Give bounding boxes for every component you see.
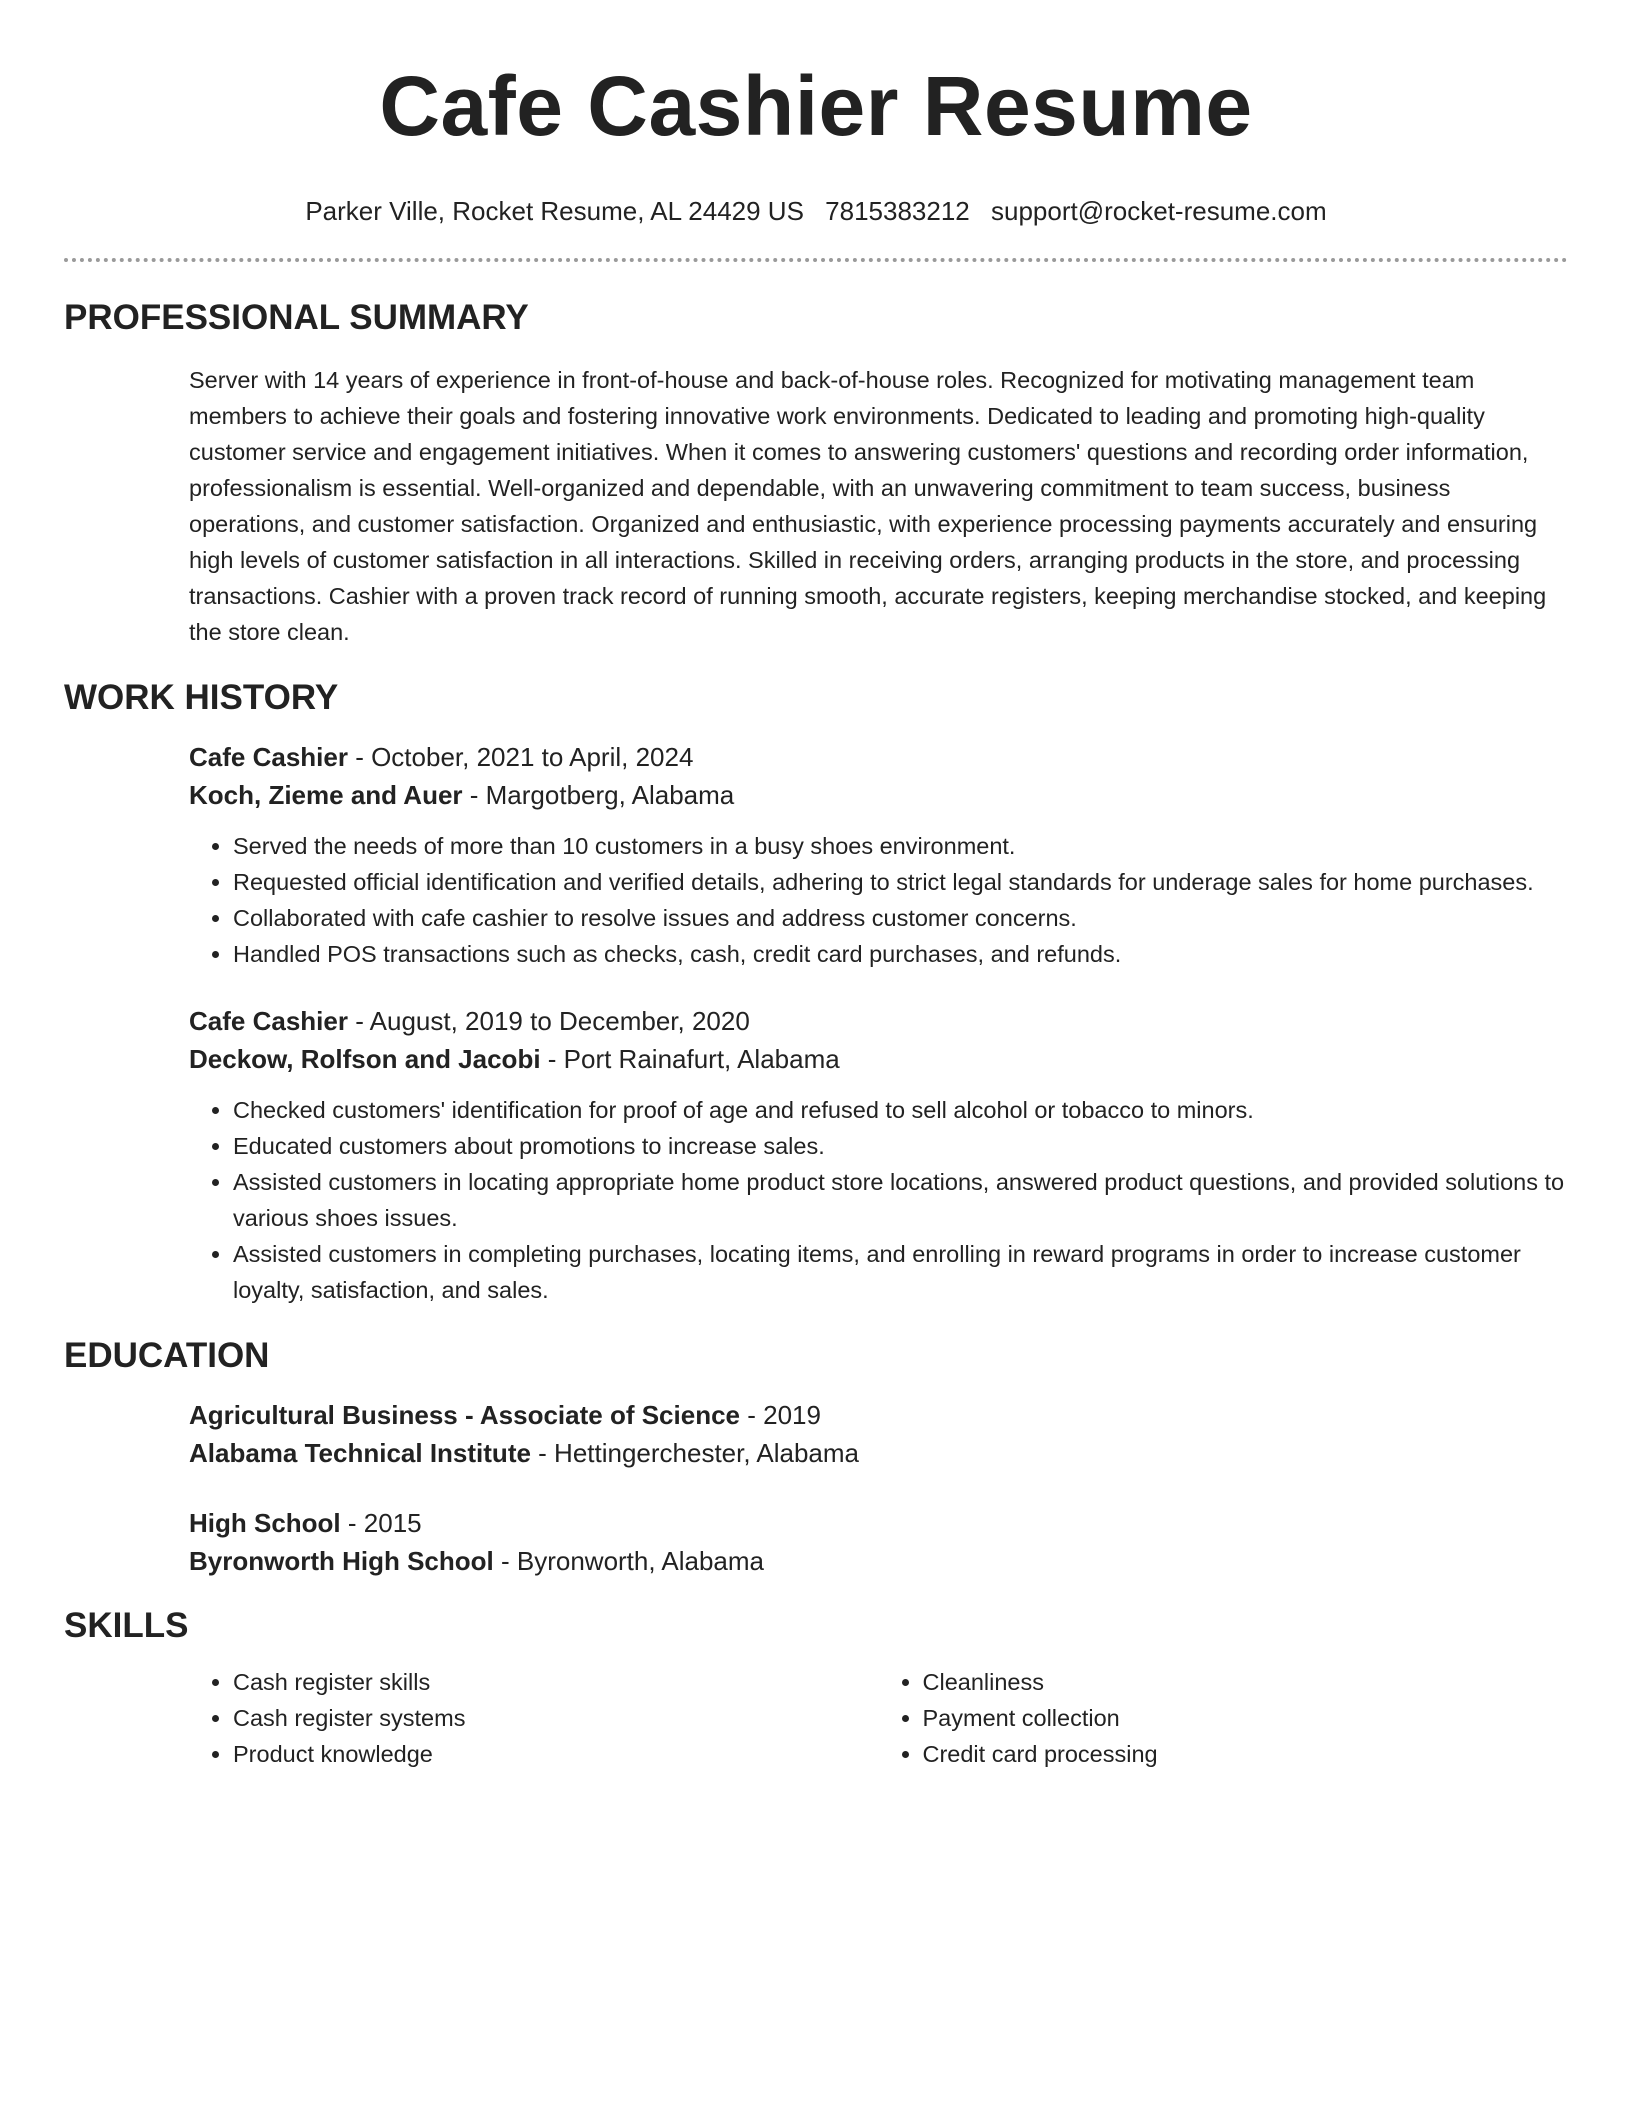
list-item: • Requested official identification and verified details, adhering to strict legal standards for underage sales for home purchases.: [233, 864, 1568, 900]
skills-list-right: [879, 1664, 1569, 1772]
skill-item: • Cleanliness: [923, 1664, 1569, 1700]
section-title-education: EDUCATION: [64, 1336, 270, 1375]
list-item: • Assisted customers in locating appropriate home product store locations, answered product questions, and provided solutions to various shoes issues.: [233, 1164, 1568, 1236]
job-dates: - August, 2019 to December, 2020: [347, 1006, 750, 1036]
job-company: Deckow, Rolfson and Jacobi: [189, 1044, 541, 1074]
education-degree: High School: [189, 1508, 341, 1538]
job-role: Cafe Cashier: [189, 742, 348, 772]
job-location: - Port Rainafurt, Alabama: [540, 1044, 840, 1074]
list-item: • Collaborated with cafe cashier to resolve issues and address customer concerns.: [233, 900, 1568, 936]
job-location: - Margotberg, Alabama: [462, 780, 735, 810]
list-item: • Handled POS transactions such as checks, cash, credit card purchases, and refunds.: [233, 936, 1568, 972]
contact-line: [64, 194, 1568, 228]
skill-item: • Payment collection: [923, 1700, 1569, 1736]
skill-item: • Product knowledge: [233, 1736, 879, 1772]
list-item: • Educated customers about promotions to increase sales.: [233, 1128, 1568, 1164]
job-title-line: [189, 1002, 1568, 1040]
skill-item: • Credit card processing: [923, 1736, 1569, 1772]
skills-columns: [189, 1664, 1568, 1772]
job-bullets: [189, 828, 1568, 972]
job-company-line: [189, 1040, 1568, 1078]
summary-section: [64, 296, 1568, 650]
education-degree-line: [189, 1396, 1568, 1434]
job-entry: [189, 738, 1568, 972]
job-title-line: [189, 738, 1568, 776]
list-item: • Checked customers' identification for proof of age and refused to sell alcohol or tobacco to minors.: [233, 1092, 1568, 1128]
skills-list-left: [189, 1664, 879, 1772]
list-item: • Served the needs of more than 10 customers in a busy shoes environment.: [233, 828, 1568, 864]
job-company: Koch, Zieme and Auer: [189, 780, 463, 810]
work-section: [64, 676, 1568, 1308]
skill-item: • Cash register skills: [233, 1664, 879, 1700]
education-school-line: [189, 1434, 1568, 1472]
summary-text: Server with 14 years of experience in front-of-house and back-of-house roles. Recognized for motivating management team members to achieve their goals and fostering innovative work environments. Dedicated to leading and promoting high-quality customer service and engagement initiatives. When it comes to answering customers' questions and recording order information, professionalism is essential. Well-organized and dependable, with an unwavering commitment to team success, business operations, and customer satisfaction. Organized and enthusiastic, with experience processing payments accurately and ensuring high levels of customer satisfaction in all interactions. Skilled in receiving orders, arranging products in the store, and processing transactions. Cashier with a proven track record of running smooth, accurate registers, keeping merchandise stocked, and keeping the store clean.: [189, 367, 1547, 645]
education-school: Byronworth High School: [189, 1546, 494, 1576]
resume-header: [64, 0, 1568, 262]
education-location: - Hettingerchester, Alabama: [530, 1438, 859, 1468]
job-role: Cafe Cashier: [189, 1006, 348, 1036]
header-divider: [64, 258, 1568, 262]
education-entry: [189, 1504, 1568, 1580]
education-school-line: [189, 1542, 1568, 1580]
job-dates: - October, 2021 to April, 2024: [347, 742, 694, 772]
education-degree-line: [189, 1504, 1568, 1542]
skill-item: • Cash register systems: [233, 1700, 879, 1736]
education-school: Alabama Technical Institute: [189, 1438, 531, 1468]
resume-title: Cafe Cashier Resume: [379, 59, 1253, 153]
contact-email: support@rocket-resume.com: [991, 196, 1327, 226]
skills-section: [64, 1604, 1568, 1772]
contact-address: Parker Ville, Rocket Resume, AL 24429 US: [305, 196, 804, 226]
section-title-summary: PROFESSIONAL SUMMARY: [64, 298, 529, 337]
education-year: - 2019: [740, 1400, 821, 1430]
section-title-work: WORK HISTORY: [64, 678, 339, 717]
job-company-line: [189, 776, 1568, 814]
list-item: • Assisted customers in completing purchases, locating items, and enrolling in reward programs in order to increase customer loyalty, satisfaction, and sales.: [233, 1236, 1568, 1308]
education-location: - Byronworth, Alabama: [493, 1546, 764, 1576]
job-entry: [189, 1002, 1568, 1308]
education-entry: [189, 1396, 1568, 1472]
contact-phone: 7815383212: [825, 196, 970, 226]
education-year: - 2015: [340, 1508, 422, 1538]
education-section: [64, 1334, 1568, 1580]
education-degree: Agricultural Business - Associate of Science: [189, 1400, 740, 1430]
job-bullets: [189, 1092, 1568, 1308]
section-title-skills: SKILLS: [64, 1606, 189, 1645]
